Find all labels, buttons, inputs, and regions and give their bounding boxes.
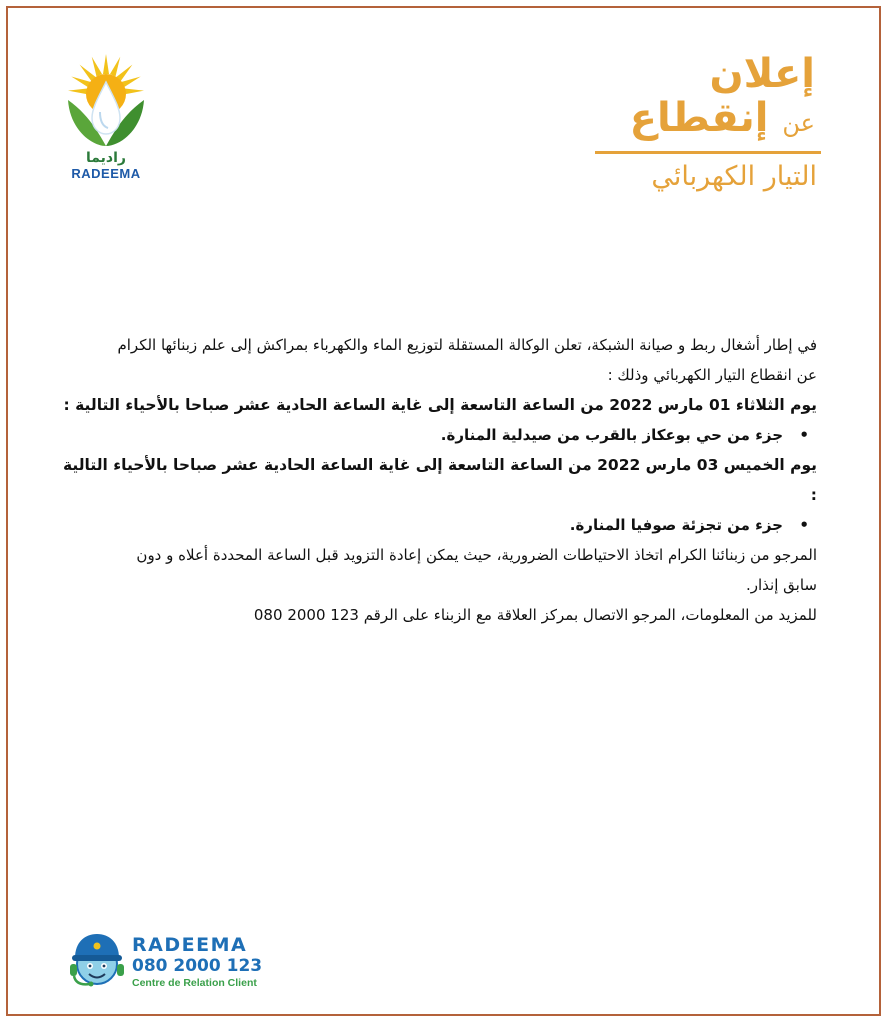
logo-latin-text: RADEEMA bbox=[71, 166, 141, 181]
footer-subtitle: Centre de Relation Client bbox=[132, 977, 257, 989]
intro-line2: عن انقطاع التيار الكهربائي وذلك : bbox=[607, 366, 817, 384]
footer-phone: 080 2000 123 bbox=[132, 956, 263, 976]
day2-bullet-text: جزء من تجزئة صوفيا المنارة. bbox=[569, 516, 783, 534]
page-frame bbox=[6, 6, 881, 1016]
logo-arabic-text: راديما bbox=[86, 150, 126, 166]
customer-center-logo bbox=[66, 926, 286, 996]
day2-list-item bbox=[57, 510, 817, 540]
day2-heading: يوم الخميس 03 مارس 2022 من الساعة التاسعة إلى غاية الساعة الحادية عشر صباحا بالأحياء التالية : bbox=[63, 456, 817, 504]
mascot-helmet-headset-icon bbox=[66, 926, 128, 992]
title-divider bbox=[595, 151, 821, 154]
day1-bullet-text: جزء من حي بوعكاز بالقرب من صيدلية المنارة. bbox=[440, 426, 783, 444]
contact-line: للمزيد من المعلومات، المرجو الاتصال بمركز العلاقة مع الزبناء على الرقم 123 2000 080 bbox=[253, 606, 817, 624]
day1-heading: يوم الثلاثاء 01 مارس 2022 من الساعة التاسعة إلى غاية الساعة الحادية عشر صباحا بالأحياء التالية : bbox=[63, 396, 817, 414]
notice-line2: سابق إنذار. bbox=[746, 576, 817, 594]
title-line3: التيار الكهربائي bbox=[651, 161, 817, 192]
bullet-icon: • bbox=[799, 426, 809, 444]
title-line1: إعلان bbox=[709, 51, 815, 97]
intro-line1: في إطار أشغال ربط و صيانة الشبكة، تعلن الوكالة المستقلة لتوزيع الماء والكهرباء بمراكش إلى علم زبنائها الكرام bbox=[117, 336, 817, 354]
sun-water-drop-leaf-icon bbox=[58, 52, 154, 152]
radeema-logo bbox=[58, 52, 154, 186]
title-line2-prefix: عن bbox=[782, 109, 815, 137]
title-line2-main: إنقطاع bbox=[629, 95, 769, 141]
title-line2 bbox=[591, 96, 815, 145]
announcement-title bbox=[591, 52, 821, 194]
announcement-body bbox=[57, 330, 817, 630]
day1-list-item bbox=[57, 420, 817, 450]
footer-brand: RADEEMA bbox=[132, 934, 248, 956]
bullet-icon: • bbox=[799, 516, 809, 534]
notice-line1: المرجو من زبنائنا الكرام اتخاذ الاحتياطات الضرورية، حيث يمكن إعادة التزويد قبل الساعة المحددة أعلاه و دون bbox=[136, 546, 817, 564]
